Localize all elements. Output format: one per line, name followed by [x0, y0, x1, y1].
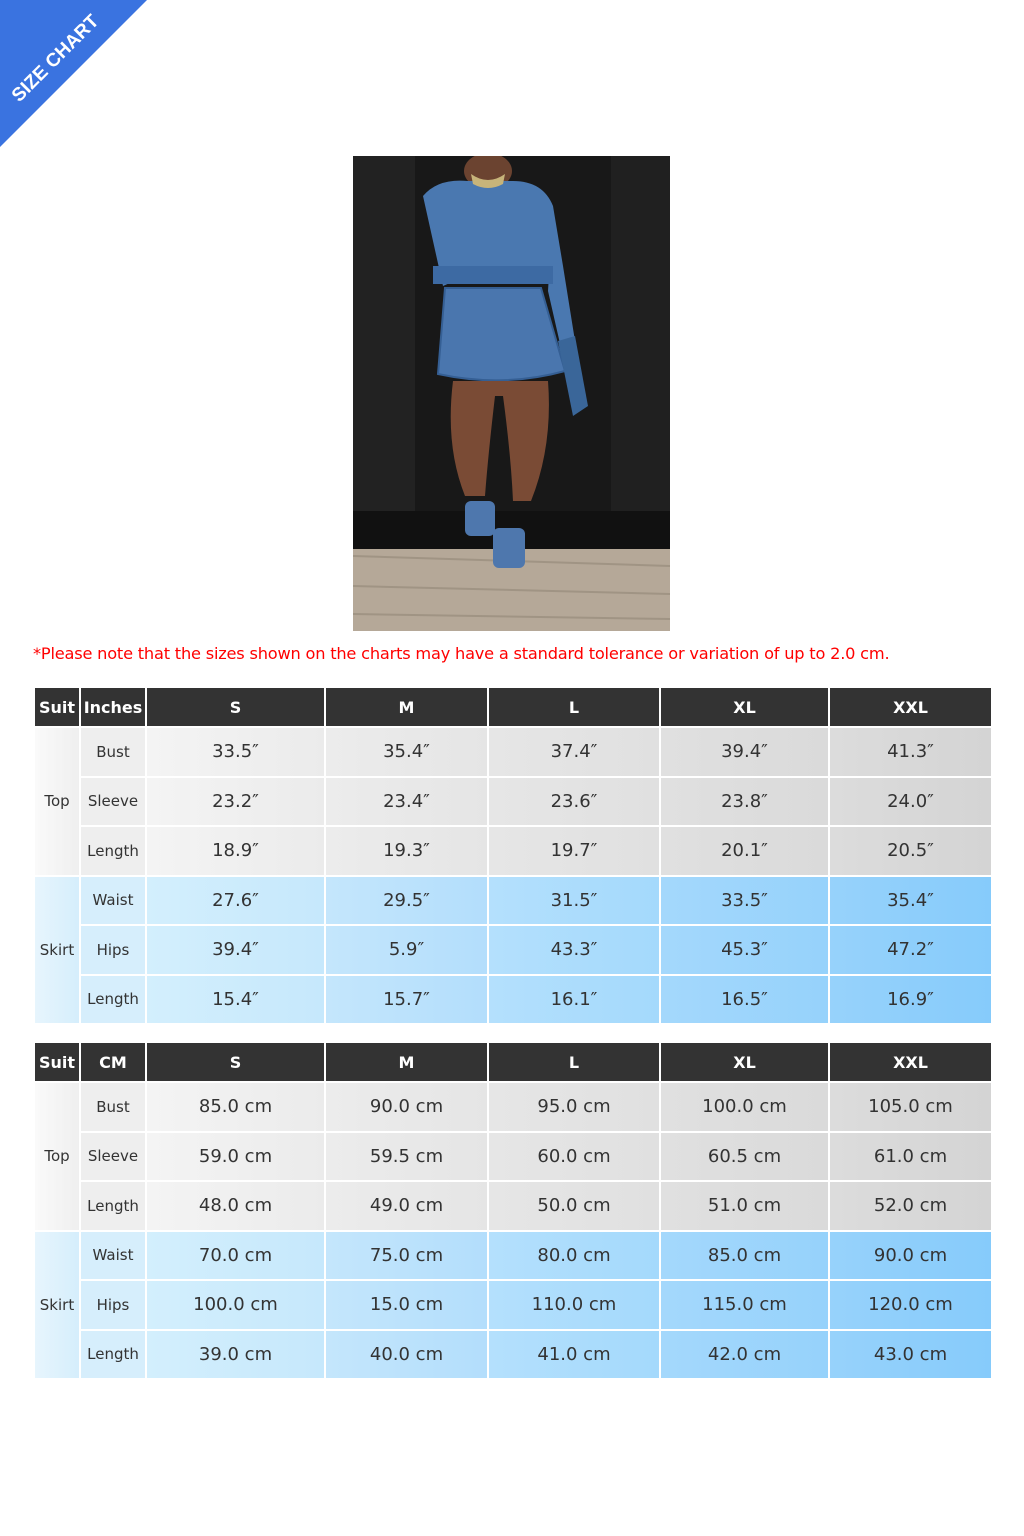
cell-value: 61.0 cm — [830, 1133, 991, 1181]
cell-value: 31.5″ — [489, 877, 659, 925]
row-label: Hips — [81, 926, 145, 974]
cell-value: 90.0 cm — [326, 1083, 487, 1131]
cell-value: 33.5″ — [147, 728, 324, 776]
cell-value: 43.3″ — [489, 926, 659, 974]
cell-value: 90.0 cm — [830, 1232, 991, 1280]
cell-value: 39.0 cm — [147, 1331, 324, 1379]
cell-value: 51.0 cm — [661, 1182, 828, 1230]
table-row — [35, 1083, 991, 1131]
cell-value: 60.5 cm — [661, 1133, 828, 1181]
cell-value: 24.0″ — [830, 778, 991, 826]
cell-value: 120.0 cm — [830, 1281, 991, 1329]
cell-value: 45.3″ — [661, 926, 828, 974]
table-row — [35, 1133, 991, 1181]
row-label: Waist — [81, 877, 145, 925]
cell-value: 23.6″ — [489, 778, 659, 826]
cell-value: 42.0 cm — [661, 1331, 828, 1379]
size-table-cm — [33, 1041, 993, 1380]
cell-value: 39.4″ — [661, 728, 828, 776]
table-header-row — [35, 1043, 991, 1081]
cell-value: 16.9″ — [830, 976, 991, 1024]
cell-value: 20.5″ — [830, 827, 991, 875]
header-unit: Inches — [81, 688, 145, 726]
row-label: Length — [81, 1331, 145, 1379]
cell-value: 95.0 cm — [489, 1083, 659, 1131]
cell-value: 100.0 cm — [147, 1281, 324, 1329]
size-chart-banner-label: SIZE CHART — [7, 10, 104, 107]
table-row — [35, 877, 991, 925]
table-row — [35, 976, 991, 1024]
header-size-xxl: XXL — [830, 1043, 991, 1081]
cell-value: 41.3″ — [830, 728, 991, 776]
table-row — [35, 827, 991, 875]
cell-value: 29.5″ — [326, 877, 487, 925]
cell-value: 115.0 cm — [661, 1281, 828, 1329]
group-label-skirt: Skirt — [35, 877, 79, 1024]
cell-value: 19.3″ — [326, 827, 487, 875]
cell-value: 47.2″ — [830, 926, 991, 974]
size-table-inches — [33, 686, 993, 1025]
cell-value: 59.0 cm — [147, 1133, 324, 1181]
row-label: Length — [81, 1182, 145, 1230]
cell-value: 16.5″ — [661, 976, 828, 1024]
cell-value: 75.0 cm — [326, 1232, 487, 1280]
group-label-skirt: Skirt — [35, 1232, 79, 1379]
cell-value: 43.0 cm — [830, 1331, 991, 1379]
row-label: Sleeve — [81, 1133, 145, 1181]
header-size-s: S — [147, 688, 324, 726]
table-row — [35, 778, 991, 826]
cell-value: 15.4″ — [147, 976, 324, 1024]
cell-value: 15.7″ — [326, 976, 487, 1024]
table-row — [35, 1331, 991, 1379]
row-label: Waist — [81, 1232, 145, 1280]
cell-value: 50.0 cm — [489, 1182, 659, 1230]
header-unit: CM — [81, 1043, 145, 1081]
tolerance-note: *Please note that the sizes shown on the charts may have a standard tolerance or variation of up to 2.0 cm. — [33, 644, 890, 663]
header-size-m: M — [326, 1043, 487, 1081]
row-label: Hips — [81, 1281, 145, 1329]
row-label: Bust — [81, 728, 145, 776]
header-size-l: L — [489, 688, 659, 726]
header-size-xxl: XXL — [830, 688, 991, 726]
table-header-row — [35, 688, 991, 726]
cell-value: 60.0 cm — [489, 1133, 659, 1181]
cell-value: 48.0 cm — [147, 1182, 324, 1230]
row-label: Length — [81, 827, 145, 875]
header-size-xl: XL — [661, 1043, 828, 1081]
group-label-top: Top — [35, 728, 79, 875]
cell-value: 20.1″ — [661, 827, 828, 875]
cell-value: 35.4″ — [326, 728, 487, 776]
cell-value: 35.4″ — [830, 877, 991, 925]
cell-value: 23.2″ — [147, 778, 324, 826]
cell-value: 19.7″ — [489, 827, 659, 875]
cell-value: 23.4″ — [326, 778, 487, 826]
cell-value: 16.1″ — [489, 976, 659, 1024]
group-label-top: Top — [35, 1083, 79, 1230]
cell-value: 105.0 cm — [830, 1083, 991, 1131]
table-row — [35, 1182, 991, 1230]
cell-value: 15.0 cm — [326, 1281, 487, 1329]
header-size-l: L — [489, 1043, 659, 1081]
cell-value: 41.0 cm — [489, 1331, 659, 1379]
cell-value: 100.0 cm — [661, 1083, 828, 1131]
header-suit: Suit — [35, 1043, 79, 1081]
cell-value: 80.0 cm — [489, 1232, 659, 1280]
header-size-m: M — [326, 688, 487, 726]
cell-value: 52.0 cm — [830, 1182, 991, 1230]
table-row — [35, 1232, 991, 1280]
row-label: Length — [81, 976, 145, 1024]
cell-value: 110.0 cm — [489, 1281, 659, 1329]
cell-value: 49.0 cm — [326, 1182, 487, 1230]
cell-value: 39.4″ — [147, 926, 324, 974]
cell-value: 70.0 cm — [147, 1232, 324, 1280]
model-illustration — [353, 156, 670, 631]
size-chart-corner-banner — [0, 0, 147, 147]
header-size-xl: XL — [661, 688, 828, 726]
row-label: Bust — [81, 1083, 145, 1131]
header-suit: Suit — [35, 688, 79, 726]
cell-value: 18.9″ — [147, 827, 324, 875]
cell-value: 85.0 cm — [147, 1083, 324, 1131]
header-size-s: S — [147, 1043, 324, 1081]
cell-value: 5.9″ — [326, 926, 487, 974]
table-row — [35, 1281, 991, 1329]
cell-value: 23.8″ — [661, 778, 828, 826]
table-row — [35, 728, 991, 776]
cell-value: 85.0 cm — [661, 1232, 828, 1280]
cell-value: 27.6″ — [147, 877, 324, 925]
product-photo — [353, 156, 670, 631]
table-row — [35, 926, 991, 974]
cell-value: 40.0 cm — [326, 1331, 487, 1379]
cell-value: 59.5 cm — [326, 1133, 487, 1181]
cell-value: 33.5″ — [661, 877, 828, 925]
cell-value: 37.4″ — [489, 728, 659, 776]
row-label: Sleeve — [81, 778, 145, 826]
